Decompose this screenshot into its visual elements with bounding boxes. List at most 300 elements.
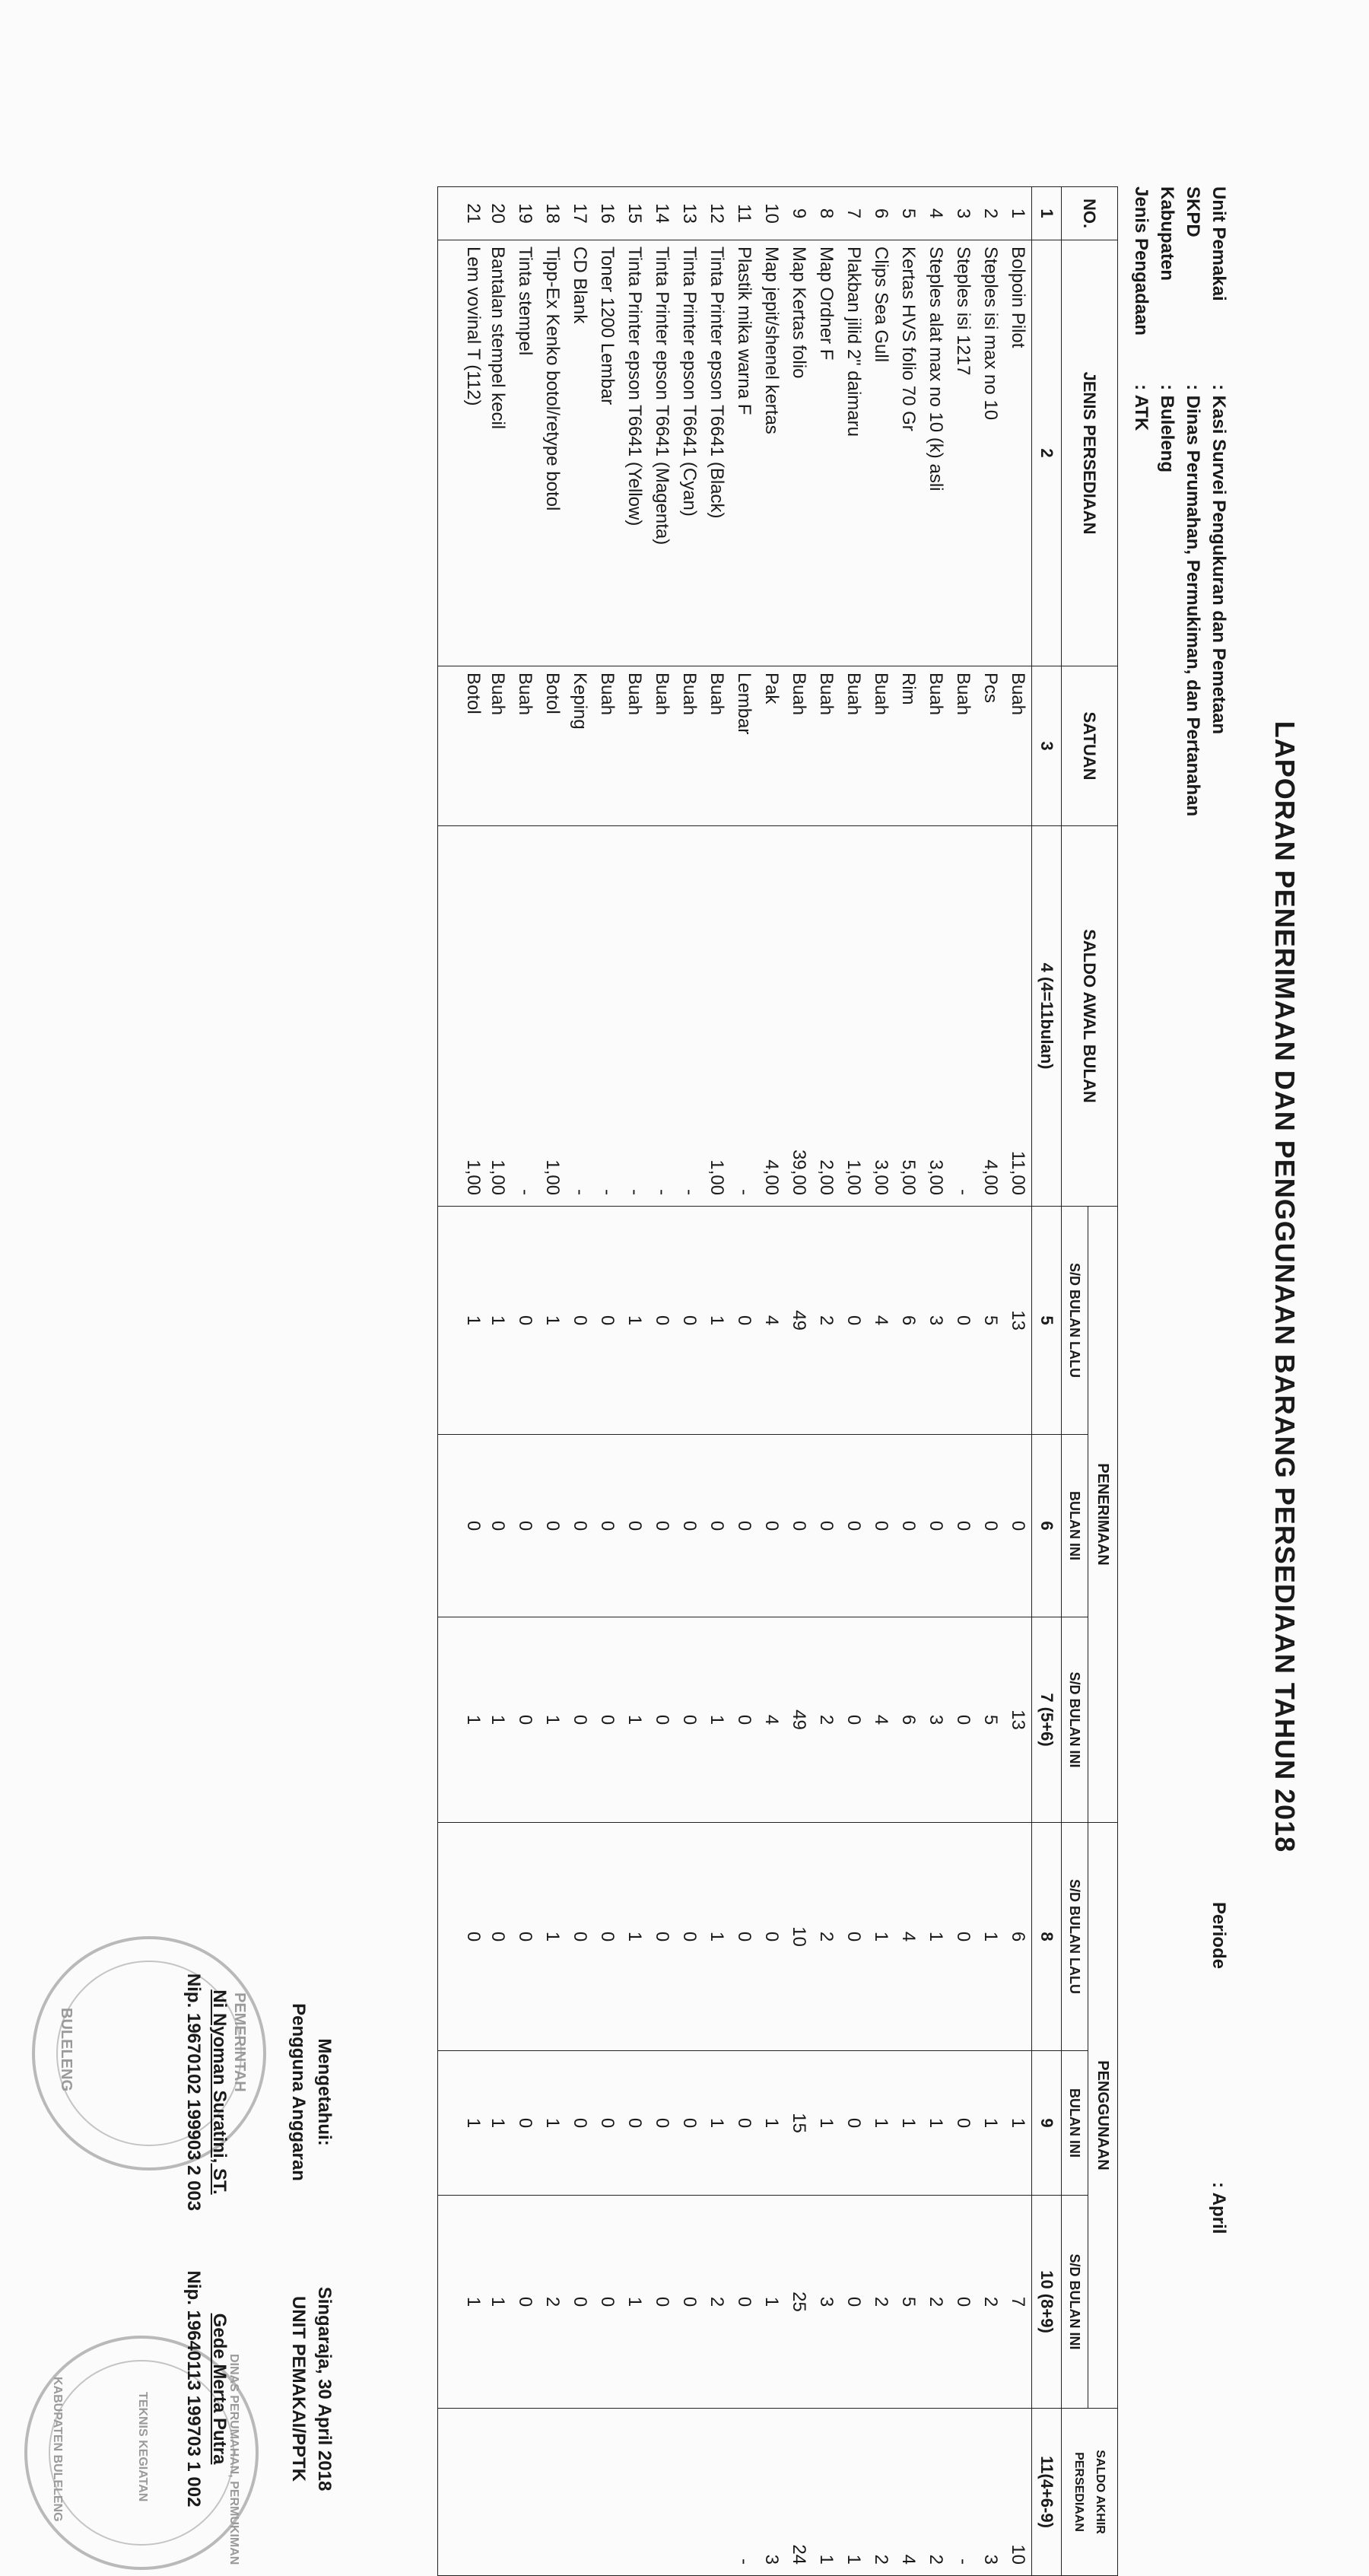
row-item-name: Map Kertas folio: [785, 240, 812, 666]
row-saldo-awal: 1,00: [438, 826, 484, 1207]
row-penerimaan-bulan-ini: 0: [566, 1435, 593, 1617]
stamp-right-inner-text: TEKNIS KEGIATAN: [136, 2392, 149, 2502]
periode-label: Periode: [1209, 1902, 1229, 1970]
row-penggunaan-bulan-ini: 0: [511, 2051, 538, 2196]
row-saldo-awal: 5,00: [894, 826, 922, 1207]
row-penggunaan-bulan-ini: 1: [484, 2051, 511, 2196]
header-penggunaan-sd-bulan-ini: S/D BULAN INI: [1062, 2196, 1088, 2409]
row-penerimaan-sd-ini: 0: [648, 1617, 675, 1823]
row-penerimaan-sd-lalu: 0: [648, 1207, 675, 1435]
row-penggunaan-sd-lalu: 1: [922, 1823, 949, 2051]
meta-label: Unit Pemakai: [1209, 186, 1229, 301]
row-item-name: Bolpoin Pilot: [1004, 240, 1032, 666]
row-saldo-awal: 39,00: [785, 826, 812, 1207]
row-saldo-akhir: [566, 2409, 593, 2576]
table-row: [785, 187, 812, 2576]
row-penerimaan-bulan-ini: 0: [977, 1435, 1004, 1617]
row-penerimaan-sd-ini: 4: [867, 1617, 894, 1823]
row-penggunaan-bulan-ini: 1: [1004, 2051, 1032, 2196]
row-penggunaan-bulan-ini: 1: [438, 2051, 484, 2196]
row-saldo-akhir: 3: [977, 2409, 1004, 2576]
row-no: 12: [703, 187, 730, 240]
table-row: [1004, 187, 1032, 2576]
row-unit: Buah: [840, 666, 867, 826]
row-penerimaan-bulan-ini: 0: [949, 1435, 977, 1617]
row-penggunaan-bulan-ini: 15: [785, 2051, 812, 2196]
header-saldo-awal: SALDO AWAL BULAN: [1062, 826, 1118, 1207]
row-penerimaan-sd-ini: 2: [812, 1617, 840, 1823]
row-saldo-awal: -: [621, 826, 648, 1207]
row-penggunaan-sd-ini: 2: [703, 2196, 730, 2409]
row-penggunaan-bulan-ini: 0: [648, 2051, 675, 2196]
header-jenis: JENIS PERSEDIAAN: [1062, 240, 1118, 666]
row-penerimaan-bulan-ini: 0: [438, 1435, 484, 1617]
table-row: [867, 187, 894, 2576]
row-item-name: Tinta Printer epson T6641 (Yellow): [621, 240, 648, 666]
row-unit: Keping: [566, 666, 593, 826]
header-saldo-akhir-line1: SALDO AKHIR: [1094, 2450, 1107, 2534]
table-row: [438, 187, 484, 2576]
row-saldo-akhir: [593, 2409, 621, 2576]
row-penerimaan-bulan-ini: 0: [703, 1435, 730, 1617]
row-penerimaan-bulan-ini: 0: [593, 1435, 621, 1617]
row-penggunaan-bulan-ini: 0: [840, 2051, 867, 2196]
index-cell: 11(4+6-9): [1032, 2409, 1062, 2576]
meta-value: : ATK: [1131, 384, 1151, 431]
table-row: [949, 187, 977, 2576]
index-cell: 2: [1032, 240, 1062, 666]
meta-row: [1126, 186, 1151, 816]
index-cell: 1: [1032, 187, 1062, 240]
row-unit: Buah: [1004, 666, 1032, 826]
meta-row: [1177, 186, 1203, 816]
table-row: [977, 187, 1004, 2576]
row-unit: Buah: [812, 666, 840, 826]
row-item-name: Map Ordner F: [812, 240, 840, 666]
table-row: [812, 187, 840, 2576]
row-penerimaan-bulan-ini: 0: [511, 1435, 538, 1617]
row-penerimaan-sd-lalu: 2: [812, 1207, 840, 1435]
row-penggunaan-sd-ini: 0: [949, 2196, 977, 2409]
row-penggunaan-bulan-ini: 0: [949, 2051, 977, 2196]
row-unit: Pcs: [977, 666, 1004, 826]
table-row: [648, 187, 675, 2576]
row-no: 13: [675, 187, 703, 240]
sign-right-line2: UNIT PEMAKAI/PPTK: [288, 2295, 309, 2482]
row-unit: Pak: [758, 666, 785, 826]
row-saldo-akhir: -: [730, 2409, 758, 2576]
row-penerimaan-bulan-ini: 0: [894, 1435, 922, 1617]
row-unit: Buah: [867, 666, 894, 826]
row-penggunaan-sd-ini: 25: [785, 2196, 812, 2409]
meta-row: [1151, 186, 1177, 816]
index-cell: 9: [1032, 2051, 1062, 2196]
meta-label: SKPD: [1183, 186, 1203, 237]
row-saldo-akhir: [703, 2409, 730, 2576]
table-row: [922, 187, 949, 2576]
row-saldo-awal: -: [566, 826, 593, 1207]
row-saldo-akhir: 24: [785, 2409, 812, 2576]
row-penggunaan-bulan-ini: 0: [675, 2051, 703, 2196]
sign-left-line2: Pengguna Anggaran: [288, 2003, 309, 2181]
row-penggunaan-sd-lalu: 2: [812, 1823, 840, 2051]
row-penerimaan-sd-ini: 0: [949, 1617, 977, 1823]
row-penggunaan-sd-lalu: 10: [785, 1823, 812, 2051]
row-penggunaan-sd-ini: 7: [1004, 2196, 1032, 2409]
row-item-name: Tinta Printer epson T6641 (Magenta): [648, 240, 675, 666]
index-cell: 3: [1032, 666, 1062, 826]
row-saldo-akhir: -: [949, 2409, 977, 2576]
row-penerimaan-bulan-ini: 0: [484, 1435, 511, 1617]
header-penggunaan: PENGGUNAAN: [1088, 1823, 1118, 2409]
row-saldo-awal: -: [511, 826, 538, 1207]
row-penggunaan-bulan-ini: 1: [703, 2051, 730, 2196]
stamp-right-bottom-text: KABUPATEN BULELENG: [51, 2377, 64, 2522]
row-penerimaan-bulan-ini: 0: [730, 1435, 758, 1617]
row-saldo-akhir: [538, 2409, 566, 2576]
row-penggunaan-sd-ini: 0: [730, 2196, 758, 2409]
row-penggunaan-bulan-ini: 1: [922, 2051, 949, 2196]
inventory-rows: [438, 187, 1032, 2576]
row-no: 2: [977, 187, 1004, 240]
row-item-name: Steples alat max no 10 (k) asli: [922, 240, 949, 666]
row-item-name: Tinta Printer epson T6641 (Black): [703, 240, 730, 666]
row-penerimaan-sd-ini: 1: [484, 1617, 511, 1823]
row-penggunaan-sd-ini: 1: [484, 2196, 511, 2409]
table-row: [538, 187, 566, 2576]
stamp-left-top-text: PEMERINTAH: [231, 1992, 248, 2092]
table-row: [703, 187, 730, 2576]
row-item-name: Tipp-Ex Kenko botol/retype botol: [538, 240, 566, 666]
row-no: 7: [840, 187, 867, 240]
row-penggunaan-sd-ini: 1: [438, 2196, 484, 2409]
row-penggunaan-sd-lalu: 4: [894, 1823, 922, 2051]
row-penerimaan-sd-ini: 0: [730, 1617, 758, 1823]
row-penggunaan-bulan-ini: 1: [758, 2051, 785, 2196]
periode-value: : April: [1209, 2182, 1229, 2234]
row-penerimaan-sd-ini: 6: [894, 1617, 922, 1823]
row-penggunaan-sd-ini: 0: [511, 2196, 538, 2409]
row-no: 20: [484, 187, 511, 240]
row-penggunaan-sd-lalu: 1: [703, 1823, 730, 2051]
row-penggunaan-sd-lalu: 0: [840, 1823, 867, 2051]
table-row: [511, 187, 538, 2576]
row-penerimaan-sd-ini: 0: [840, 1617, 867, 1823]
row-penerimaan-sd-ini: 0: [566, 1617, 593, 1823]
row-no: 17: [566, 187, 593, 240]
row-no: 15: [621, 187, 648, 240]
row-penerimaan-sd-lalu: 0: [675, 1207, 703, 1435]
row-penggunaan-sd-lalu: 0: [593, 1823, 621, 2051]
row-penerimaan-sd-lalu: 4: [867, 1207, 894, 1435]
row-penggunaan-sd-lalu: 0: [484, 1823, 511, 2051]
row-saldo-akhir: 2: [867, 2409, 894, 2576]
row-penerimaan-sd-ini: 1: [703, 1617, 730, 1823]
row-saldo-awal: 1,00: [538, 826, 566, 1207]
row-saldo-awal: 11,00: [1004, 826, 1032, 1207]
index-cell: 8: [1032, 1823, 1062, 2051]
row-item-name: Plastik mika warna F: [730, 240, 758, 666]
row-penggunaan-sd-ini: 0: [648, 2196, 675, 2409]
row-saldo-awal: 1,00: [703, 826, 730, 1207]
row-saldo-awal: 1,00: [484, 826, 511, 1207]
row-penerimaan-sd-lalu: 13: [1004, 1207, 1032, 1435]
table-row: [840, 187, 867, 2576]
row-penggunaan-bulan-ini: 1: [812, 2051, 840, 2196]
row-penggunaan-sd-ini: 1: [758, 2196, 785, 2409]
index-cell: 5: [1032, 1207, 1062, 1435]
row-penerimaan-sd-lalu: 0: [949, 1207, 977, 1435]
report-title: LAPORAN PENERIMAAN DAN PENGGUNAAN BARANG PERSEDIAAN TAHUN 2018: [1269, 720, 1301, 1853]
index-cell: 6: [1032, 1435, 1062, 1617]
row-penggunaan-sd-lalu: 0: [511, 1823, 538, 2051]
row-penerimaan-sd-ini: 1: [538, 1617, 566, 1823]
row-penggunaan-sd-ini: 2: [538, 2196, 566, 2409]
row-no: 1: [1004, 187, 1032, 240]
sign-left-name: Ni Nyoman Suratini, ST.: [209, 1989, 230, 2195]
row-item-name: Steples isi 1217: [949, 240, 977, 666]
stamp-left-bottom-text: BULELENG: [58, 2008, 75, 2091]
row-penerimaan-sd-ini: 5: [977, 1617, 1004, 1823]
row-no: 11: [730, 187, 758, 240]
row-penerimaan-sd-ini: 1: [621, 1617, 648, 1823]
row-saldo-akhir: 3: [758, 2409, 785, 2576]
row-penggunaan-bulan-ini: 0: [566, 2051, 593, 2196]
row-penggunaan-sd-ini: 2: [867, 2196, 894, 2409]
row-penggunaan-sd-ini: 5: [894, 2196, 922, 2409]
row-unit: Buah: [949, 666, 977, 826]
row-no: 6: [867, 187, 894, 240]
row-penerimaan-bulan-ini: 0: [1004, 1435, 1032, 1617]
row-penggunaan-sd-lalu: 1: [977, 1823, 1004, 2051]
row-no: 18: [538, 187, 566, 240]
row-saldo-awal: -: [730, 826, 758, 1207]
row-penerimaan-bulan-ini: 0: [922, 1435, 949, 1617]
row-penggunaan-sd-ini: 0: [840, 2196, 867, 2409]
meta-label: Jenis Pengadaan: [1131, 186, 1151, 336]
row-unit: Botol: [538, 666, 566, 826]
row-penggunaan-sd-lalu: 1: [621, 1823, 648, 2051]
header-satuan: SATUAN: [1062, 666, 1118, 826]
table-row: [730, 187, 758, 2576]
row-unit: Buah: [621, 666, 648, 826]
row-unit: Buah: [922, 666, 949, 826]
row-penerimaan-sd-lalu: 49: [785, 1207, 812, 1435]
table-row: [593, 187, 621, 2576]
row-penerimaan-sd-ini: 1: [438, 1617, 484, 1823]
row-unit: Buah: [593, 666, 621, 826]
header-no: NO.: [1062, 187, 1118, 240]
row-unit: Botol: [438, 666, 484, 826]
sign-left-line1: Mengetahui:: [314, 2038, 335, 2146]
row-unit: Buah: [484, 666, 511, 826]
row-unit: Buah: [785, 666, 812, 826]
row-penerimaan-bulan-ini: 0: [812, 1435, 840, 1617]
row-saldo-akhir: 2: [922, 2409, 949, 2576]
row-penerimaan-sd-lalu: 0: [511, 1207, 538, 1435]
row-penerimaan-sd-lalu: 3: [922, 1207, 949, 1435]
row-penggunaan-sd-ini: 1: [621, 2196, 648, 2409]
row-penerimaan-sd-ini: 0: [593, 1617, 621, 1823]
row-penerimaan-bulan-ini: 0: [621, 1435, 648, 1617]
table-row: [758, 187, 785, 2576]
row-penerimaan-sd-lalu: 5: [977, 1207, 1004, 1435]
row-item-name: Clips Sea Gull: [867, 240, 894, 666]
row-penerimaan-bulan-ini: 0: [785, 1435, 812, 1617]
meta-row: [1203, 186, 1229, 816]
row-penggunaan-sd-ini: 0: [593, 2196, 621, 2409]
row-penerimaan-bulan-ini: 0: [675, 1435, 703, 1617]
row-no: 19: [511, 187, 538, 240]
meta-value: : Buleleng: [1157, 384, 1177, 473]
row-penggunaan-sd-lalu: 0: [648, 1823, 675, 2051]
row-item-name: Lem vovinal T (112): [438, 240, 484, 666]
row-saldo-akhir: 1: [840, 2409, 867, 2576]
inventory-table: [437, 186, 1118, 2576]
meta-value: : Dinas Perumahan, Permukiman, dan Pertanahan: [1183, 384, 1203, 817]
index-cell: 10 (8+9): [1032, 2196, 1062, 2409]
row-item-name: Kertas HVS folio 70 Gr: [894, 240, 922, 666]
row-no: 10: [758, 187, 785, 240]
row-penggunaan-bulan-ini: 1: [538, 2051, 566, 2196]
row-penerimaan-sd-lalu: 6: [894, 1207, 922, 1435]
row-penerimaan-sd-ini: 49: [785, 1617, 812, 1823]
row-penggunaan-sd-ini: 2: [977, 2196, 1004, 2409]
row-saldo-akhir: [675, 2409, 703, 2576]
row-unit: Rim: [894, 666, 922, 826]
row-item-name: Map jepit/shenel kertas: [758, 240, 785, 666]
row-no: 5: [894, 187, 922, 240]
row-no: 21: [438, 187, 484, 240]
row-penggunaan-bulan-ini: 0: [593, 2051, 621, 2196]
row-saldo-akhir: [511, 2409, 538, 2576]
row-saldo-akhir: [438, 2409, 484, 2576]
sign-right-line1: Singaraja, 30 April 2018: [314, 2286, 335, 2492]
row-saldo-awal: 2,00: [812, 826, 840, 1207]
row-penerimaan-bulan-ini: 0: [758, 1435, 785, 1617]
row-saldo-akhir: [648, 2409, 675, 2576]
row-penerimaan-bulan-ini: 0: [867, 1435, 894, 1617]
table-row: [566, 187, 593, 2576]
row-penerimaan-sd-lalu: 1: [538, 1207, 566, 1435]
row-item-name: CD Blank: [566, 240, 593, 666]
header-penerimaan-sd-bulan-lalu: S/D BULAN LALU: [1062, 1207, 1088, 1435]
row-penggunaan-sd-lalu: 0: [566, 1823, 593, 2051]
header-saldo-akhir-line2: PERSEDIAAN: [1072, 2452, 1086, 2532]
row-no: 4: [922, 187, 949, 240]
row-penggunaan-sd-lalu: 0: [730, 1823, 758, 2051]
row-saldo-awal: -: [949, 826, 977, 1207]
table-row: [675, 187, 703, 2576]
row-saldo-akhir: 10: [1004, 2409, 1032, 2576]
row-penggunaan-bulan-ini: 0: [730, 2051, 758, 2196]
sign-right-nip: Nip. 19640113 199703 1 002: [183, 2270, 204, 2508]
row-saldo-akhir: 1: [812, 2409, 840, 2576]
row-penerimaan-sd-ini: 13: [1004, 1617, 1032, 1823]
row-penggunaan-sd-ini: 2: [922, 2196, 949, 2409]
meta-label: Kabupaten: [1157, 186, 1177, 281]
row-saldo-awal: 1,00: [840, 826, 867, 1207]
row-penggunaan-sd-lalu: 6: [1004, 1823, 1032, 2051]
header-penerimaan: PENERIMAAN: [1088, 1207, 1118, 1823]
row-penggunaan-sd-ini: 0: [566, 2196, 593, 2409]
report-meta: [1126, 186, 1229, 816]
row-penerimaan-sd-lalu: 1: [703, 1207, 730, 1435]
row-penggunaan-sd-lalu: 0: [438, 1823, 484, 2051]
header-penggunaan-bulan-ini: BULAN INI: [1062, 2051, 1088, 2196]
header-penerimaan-sd-bulan-ini: S/D BULAN INI: [1062, 1617, 1088, 1823]
row-penerimaan-bulan-ini: 0: [840, 1435, 867, 1617]
meta-value: : Kasi Survei Pengukuran dan Pemetaan: [1209, 384, 1229, 735]
row-penerimaan-sd-ini: 0: [511, 1617, 538, 1823]
row-no: 3: [949, 187, 977, 240]
table-row: [621, 187, 648, 2576]
row-saldo-awal: -: [648, 826, 675, 1207]
row-penggunaan-sd-ini: 0: [675, 2196, 703, 2409]
row-saldo-akhir: [621, 2409, 648, 2576]
row-penggunaan-bulan-ini: 0: [621, 2051, 648, 2196]
row-penggunaan-bulan-ini: 1: [894, 2051, 922, 2196]
row-penerimaan-sd-ini: 3: [922, 1617, 949, 1823]
row-penerimaan-sd-ini: 4: [758, 1617, 785, 1823]
row-penerimaan-sd-lalu: 1: [438, 1207, 484, 1435]
row-penerimaan-sd-lalu: 0: [730, 1207, 758, 1435]
row-item-name: Bantalan stempel kecil: [484, 240, 511, 666]
row-no: 14: [648, 187, 675, 240]
header-penerimaan-bulan-ini: BULAN INI: [1062, 1435, 1088, 1617]
signature-space: [230, 2206, 283, 2571]
row-penerimaan-sd-lalu: 1: [621, 1207, 648, 1435]
row-penerimaan-bulan-ini: 0: [648, 1435, 675, 1617]
row-penerimaan-sd-lalu: 0: [593, 1207, 621, 1435]
row-penggunaan-bulan-ini: 1: [867, 2051, 894, 2196]
row-unit: Buah: [703, 666, 730, 826]
row-no: 9: [785, 187, 812, 240]
row-item-name: Tinta stempel: [511, 240, 538, 666]
row-item-name: Plakban jilid 2" daimaru: [840, 240, 867, 666]
row-penerimaan-sd-lalu: 1: [484, 1207, 511, 1435]
row-saldo-akhir: [484, 2409, 511, 2576]
row-penerimaan-sd-ini: 0: [675, 1617, 703, 1823]
signature-block-right: [178, 2206, 335, 2571]
row-saldo-awal: 3,00: [922, 826, 949, 1207]
header-saldo-akhir: [1062, 2409, 1118, 2576]
row-unit: Buah: [675, 666, 703, 826]
row-saldo-awal: 4,00: [758, 826, 785, 1207]
stamp-right-top-text: DINAS PERUMAHAN, PERMUKIMAN: [227, 2354, 240, 2565]
row-saldo-awal: -: [593, 826, 621, 1207]
sign-right-name: Gede Merta Putra: [209, 2313, 230, 2465]
row-item-name: Tinta Printer epson T6641 (Cyan): [675, 240, 703, 666]
row-penggunaan-sd-lalu: 0: [675, 1823, 703, 2051]
row-penerimaan-sd-lalu: 0: [840, 1207, 867, 1435]
row-saldo-awal: 4,00: [977, 826, 1004, 1207]
index-cell: 7 (5+6): [1032, 1617, 1062, 1823]
header-penggunaan-sd-bulan-lalu: S/D BULAN LALU: [1062, 1823, 1088, 2051]
row-saldo-awal: -: [675, 826, 703, 1207]
table-row: [894, 187, 922, 2576]
row-penggunaan-sd-lalu: 0: [949, 1823, 977, 2051]
row-saldo-awal: 3,00: [867, 826, 894, 1207]
row-penerimaan-bulan-ini: 0: [538, 1435, 566, 1617]
row-penggunaan-sd-lalu: 1: [538, 1823, 566, 2051]
row-item-name: Toner 1200 Lembar: [593, 240, 621, 666]
row-unit: Buah: [511, 666, 538, 826]
index-cell: 4 (4=11bulan): [1032, 826, 1062, 1207]
row-unit: Buah: [648, 666, 675, 826]
table-row: [484, 187, 511, 2576]
row-saldo-akhir: 4: [894, 2409, 922, 2576]
